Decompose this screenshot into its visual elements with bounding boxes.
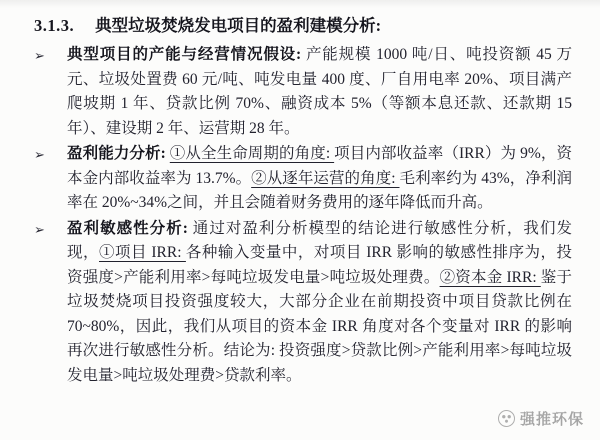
bullet-arrow-icon: ➢: [34, 48, 45, 63]
watermark: [498, 408, 584, 429]
bullet-paragraph: [67, 142, 572, 216]
bullet-body-text: 鉴于垃圾焚烧项目投资强度较大，大部分企业在前期投资中项目贷款比例在 70~80%，因此，我们从项目的资本金 IRR 角度对各个变量对 IRR 的影响再次进行敏感性分析。结论为: 投资强度>贷款比例>产能利用率>每吨垃圾发电量>吨垃圾处理费>贷款利率。: [67, 268, 572, 384]
underlined-subhead: ②从逐年运营的角度:: [251, 169, 400, 187]
bullet-lead-label: 盈利敏感性分析:: [67, 219, 193, 237]
underlined-subhead: ①从全生命周期的角度:: [169, 145, 335, 162]
section-heading: [34, 12, 572, 36]
section-number: 3.1.3.: [34, 16, 75, 35]
bullet-item-profitability-analysis: [34, 142, 572, 216]
bullet-lead-label: 典型项目的产能与经营情况假设:: [67, 46, 306, 63]
bullet-body-text: 毛利率约为 43%，净利润率在 20%~34%之间，并且会随着财务费用的逐年降低而升高。: [67, 169, 572, 211]
document-page: [34, 10, 572, 440]
bullet-arrow-icon: ➢: [34, 221, 45, 237]
circle-logo-icon: [498, 410, 515, 427]
bullet-list: [34, 43, 572, 388]
watermark-text: 强推环保: [519, 412, 584, 428]
bullet-body-text: 项目内部收益率（IRR）为 9%，资本金内部收益率为 13.7%。: [67, 145, 572, 187]
bullet-body-text: 通过对盈利分析模型的结论进行敏感性分析，我们发现，: [67, 219, 572, 261]
underlined-subhead: ①项目 IRR:: [99, 244, 186, 261]
bullet-paragraph: [67, 43, 572, 141]
section-title: 典型垃圾焚烧发电项目的盈利建模分析:: [95, 16, 382, 35]
bullet-body-text: 各种输入变量中，对项目 IRR 影响的敏感性排序为，投资强度>产能利用率>每吨垃圾发电量>吨垃圾处理费。: [67, 244, 572, 286]
scan-artifact: [0, 0, 600, 8]
bullet-item-sensitivity-analysis: [34, 217, 572, 389]
underlined-subhead: ②资本金 IRR:: [439, 268, 541, 286]
bullet-body-text: 产能规模 1000 吨/日、吨投资额 45 万元、垃圾处置费 60 元/吨、吨发电量 400 度、厂自用电率 20%、项目满产爬坡期 1 年、贷款比例 70%、融资成本 5%（等额本息还款、还款期 15 年）、建设期 2 年、运营期 28 年。: [67, 46, 572, 137]
bullet-paragraph: [67, 217, 572, 389]
bullet-item-capacity-assumptions: [34, 43, 572, 141]
bullet-arrow-icon: ➢: [34, 147, 45, 162]
bullet-lead-label: 盈利能力分析:: [67, 145, 170, 162]
